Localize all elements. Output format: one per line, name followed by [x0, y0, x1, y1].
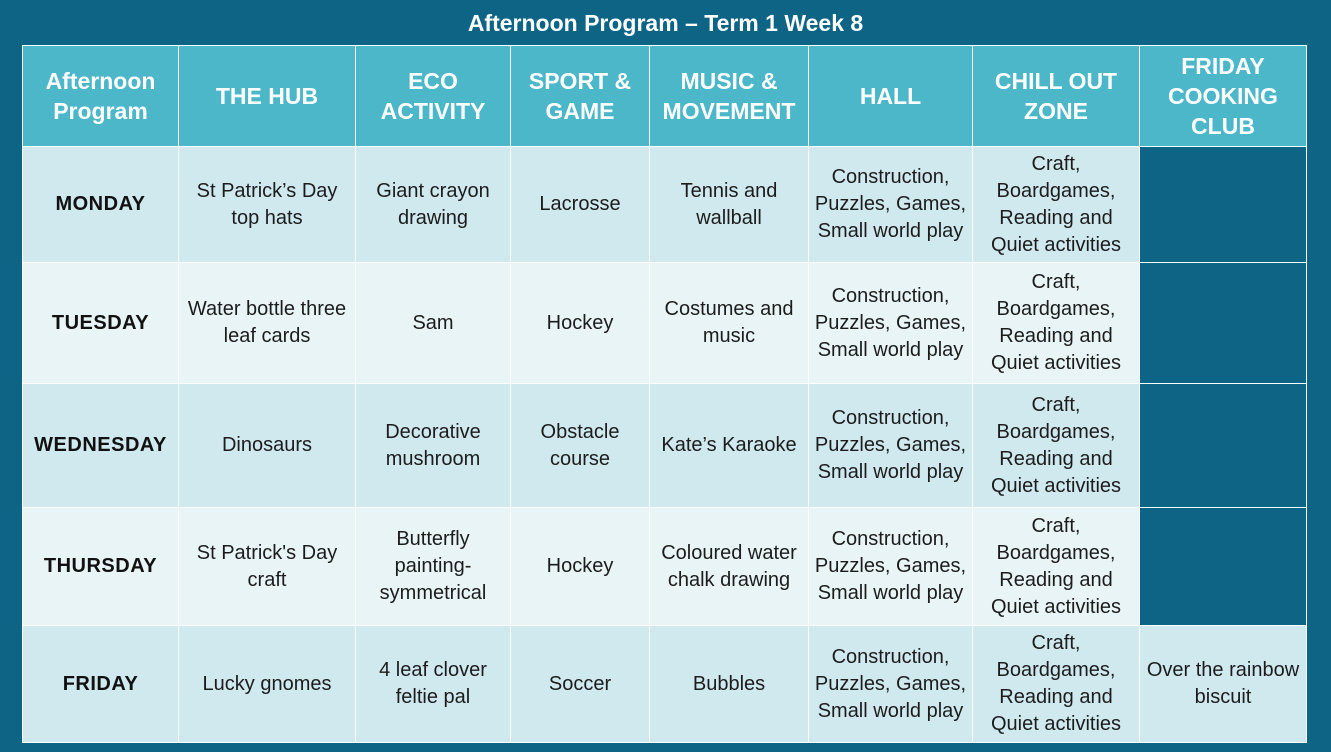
eco-cell: Sam [356, 263, 511, 384]
chill-cell: Craft, Boardgames, Reading and Quiet activities [973, 263, 1140, 384]
table-row-friday [23, 626, 1307, 743]
music-cell: Tennis and wallball [650, 147, 809, 263]
table-row-thursday [23, 508, 1307, 626]
hall-cell: Construction, Puzzles, Games, Small world play [809, 147, 973, 263]
cooking-cell [1140, 263, 1307, 384]
chill-cell: Craft, Boardgames, Reading and Quiet activities [973, 626, 1140, 743]
eco-cell: Butterfly painting-symmetrical [356, 508, 511, 626]
day-cell: MONDAY [23, 147, 179, 263]
header-the-hub: THE HUB [179, 46, 356, 147]
music-cell: Costumes and music [650, 263, 809, 384]
header-row [23, 46, 1307, 147]
header-afternoon-program: Afternoon Program [23, 46, 179, 147]
hall-cell: Construction, Puzzles, Games, Small world play [809, 508, 973, 626]
hall-cell: Construction, Puzzles, Games, Small world play [809, 384, 973, 508]
hall-cell: Construction, Puzzles, Games, Small world play [809, 263, 973, 384]
chill-cell: Craft, Boardgames, Reading and Quiet activities [973, 508, 1140, 626]
table-row-monday [23, 147, 1307, 263]
eco-cell: Decorative mushroom [356, 384, 511, 508]
cooking-cell [1140, 147, 1307, 263]
music-cell: Coloured water chalk drawing [650, 508, 809, 626]
table-row-tuesday [23, 263, 1307, 384]
cooking-cell [1140, 508, 1307, 626]
eco-cell: Giant crayon drawing [356, 147, 511, 263]
hub-cell: Water bottle three leaf cards [179, 263, 356, 384]
header-chill-out-zone: CHILL OUT ZONE [973, 46, 1140, 147]
hub-cell: Dinosaurs [179, 384, 356, 508]
eco-cell: 4 leaf clover feltie pal [356, 626, 511, 743]
day-cell: FRIDAY [23, 626, 179, 743]
hall-cell: Construction, Puzzles, Games, Small world play [809, 626, 973, 743]
header-hall: HALL [809, 46, 973, 147]
day-cell: WEDNESDAY [23, 384, 179, 508]
sport-cell: Lacrosse [511, 147, 650, 263]
day-cell: TUESDAY [23, 263, 179, 384]
page-title: Afternoon Program – Term 1 Week 8 [467, 9, 864, 36]
hub-cell: St Patrick's Day craft [179, 508, 356, 626]
cooking-cell: Over the rainbow biscuit [1140, 626, 1307, 743]
day-cell: THURSDAY [23, 508, 179, 626]
music-cell: Bubbles [650, 626, 809, 743]
header-music-movement: MUSIC & MOVEMENT [650, 46, 809, 147]
sport-cell: Obstacle course [511, 384, 650, 508]
sport-cell: Hockey [511, 508, 650, 626]
afternoon-program-table [22, 45, 1307, 743]
table-row-wednesday [23, 384, 1307, 508]
hub-cell: Lucky gnomes [179, 626, 356, 743]
sport-cell: Soccer [511, 626, 650, 743]
hub-cell: St Patrick’s Day top hats [179, 147, 356, 263]
header-eco-activity: ECO ACTIVITY [356, 46, 511, 147]
chill-cell: Craft, Boardgames, Reading and Quiet activities [973, 384, 1140, 508]
header-sport-game: SPORT & GAME [511, 46, 650, 147]
music-cell: Kate’s Karaoke [650, 384, 809, 508]
chill-cell: Craft, Boardgames, Reading and Quiet activities [973, 147, 1140, 263]
sport-cell: Hockey [511, 263, 650, 384]
cooking-cell [1140, 384, 1307, 508]
header-friday-cooking-club: FRIDAY COOKING CLUB [1140, 46, 1307, 147]
